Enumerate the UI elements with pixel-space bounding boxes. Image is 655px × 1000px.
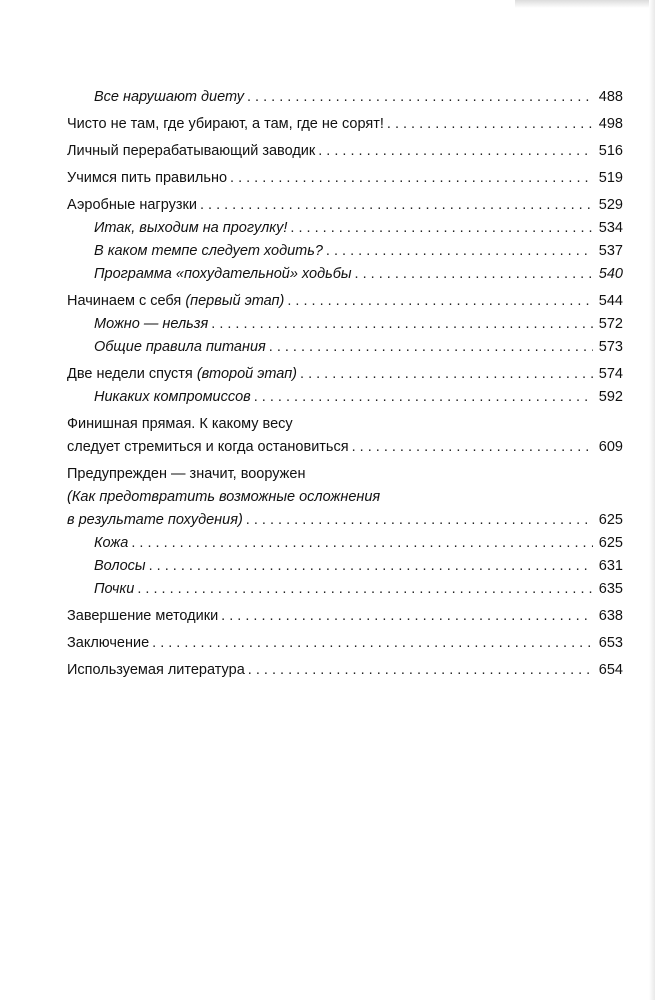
toc-leader-dots — [326, 240, 593, 263]
toc-leader-dots — [269, 336, 593, 359]
toc-leader-dots — [247, 86, 593, 109]
toc-page-number: 635 — [598, 581, 623, 597]
toc-entry-title: Личный перерабатывающий заводик — [67, 143, 316, 159]
toc-entry — [67, 290, 623, 313]
toc-entry — [67, 217, 623, 240]
toc-leader-dots — [211, 313, 593, 336]
toc-leader-dots — [246, 509, 593, 532]
toc-leader-dots — [387, 113, 593, 136]
toc-leader-dots — [152, 632, 593, 655]
toc-leader-dots — [254, 386, 593, 409]
toc-entry — [67, 313, 623, 336]
toc-entry-title: Аэробные нагрузки — [67, 197, 197, 213]
toc-page-number: 519 — [598, 170, 623, 186]
toc-page-number: 573 — [598, 339, 623, 355]
toc-entry-title: следует стремиться и когда остановиться — [67, 439, 349, 455]
toc-entry — [67, 659, 623, 682]
toc-entry — [67, 555, 623, 578]
toc-entry — [67, 336, 623, 359]
toc-page-number: 609 — [598, 439, 623, 455]
toc-entry-title: Общие правила питания — [94, 339, 266, 355]
toc-entry — [67, 413, 623, 459]
toc-page-number: 625 — [598, 535, 623, 551]
toc-entry-title — [67, 363, 297, 386]
toc-entry-title: Все нарушают диету — [94, 89, 244, 105]
toc-entry-title: в результате похудения) — [67, 512, 243, 528]
toc-entry — [67, 632, 623, 655]
toc-page-number: 653 — [598, 635, 623, 651]
toc-page-number: 574 — [598, 366, 623, 382]
toc-entry-title-note: (первый этап) — [185, 293, 285, 309]
toc-page-number: 572 — [598, 316, 623, 332]
toc-entry-title-main: Две недели спустя — [67, 366, 193, 382]
toc-entry-title: Почки — [94, 581, 135, 597]
toc-leader-dots — [300, 363, 593, 386]
toc-leader-dots — [149, 555, 593, 578]
toc-entry-title: Чисто не там, где убирают, а там, где не сорят! — [67, 116, 384, 132]
toc-entry-title: Учимся пить правильно — [67, 170, 228, 186]
toc-entry-title — [67, 290, 284, 313]
toc-entry-title: Заключение — [67, 635, 150, 651]
toc-entry-title: Программа «похудательной» ходьбы — [94, 266, 352, 282]
toc-entry — [67, 363, 623, 386]
toc-page-number: 498 — [598, 116, 623, 132]
toc-entry — [67, 532, 623, 555]
toc-leader-dots — [131, 532, 593, 555]
toc-leader-dots — [318, 140, 593, 163]
page-corner-shadow — [515, 0, 655, 8]
toc-entry-title-line1: Предупрежден — значит, вооружен — [67, 466, 306, 482]
toc-entry — [67, 463, 623, 532]
toc-entry — [67, 167, 623, 190]
toc-page-number: 638 — [598, 608, 623, 624]
toc-page-number: 516 — [598, 143, 623, 159]
toc-page-number: 544 — [598, 293, 623, 309]
toc-leader-dots — [287, 290, 593, 313]
toc-entry-title-line2: (Как предотвратить возможные осложнения — [67, 489, 381, 505]
toc-entry-title-line1: Финишная прямая. К какому весу — [67, 416, 293, 432]
toc-leader-dots — [290, 217, 593, 240]
toc-page-number: 540 — [598, 266, 623, 282]
toc-page-number: 537 — [598, 243, 623, 259]
toc-leader-dots — [137, 578, 593, 601]
toc-entry-title: Кожа — [94, 535, 129, 551]
table-of-contents — [67, 86, 623, 682]
toc-leader-dots — [221, 605, 593, 628]
toc-entry — [67, 578, 623, 601]
toc-page-number: 654 — [598, 662, 623, 678]
toc-leader-dots — [248, 659, 593, 682]
toc-leader-dots — [200, 194, 593, 217]
toc-entry-title: Итак, выходим на прогулку! — [94, 220, 288, 236]
toc-entry — [67, 386, 623, 409]
toc-entry — [67, 240, 623, 263]
page-edge-shadow — [649, 0, 655, 1000]
toc-entry — [67, 140, 623, 163]
toc-entry-title: Завершение методики — [67, 608, 219, 624]
toc-page-number: 625 — [598, 512, 623, 528]
toc-entry — [67, 113, 623, 136]
toc-entry — [67, 263, 623, 286]
toc-entry-title: Можно — нельзя — [94, 316, 209, 332]
toc-entry-title-note: (второй этап) — [196, 366, 298, 382]
toc-entry-title: Используемая литература — [67, 662, 245, 678]
toc-leader-dots — [230, 167, 593, 190]
toc-entry — [67, 86, 623, 109]
toc-page-number: 488 — [598, 89, 623, 105]
toc-page-number: 529 — [598, 197, 623, 213]
toc-entry-title: В каком темпе следует ходить? — [94, 243, 323, 259]
toc-page-number: 534 — [598, 220, 623, 236]
toc-entry-title: Никаких компромиссов — [94, 389, 251, 405]
toc-leader-dots — [352, 436, 593, 459]
toc-entry-title: Волосы — [94, 558, 146, 574]
toc-entry — [67, 194, 623, 217]
toc-leader-dots — [355, 263, 593, 286]
toc-entry-title-main: Начинаем с себя — [67, 293, 182, 309]
toc-page-number: 592 — [598, 389, 623, 405]
toc-entry — [67, 605, 623, 628]
toc-page-number: 631 — [598, 558, 623, 574]
